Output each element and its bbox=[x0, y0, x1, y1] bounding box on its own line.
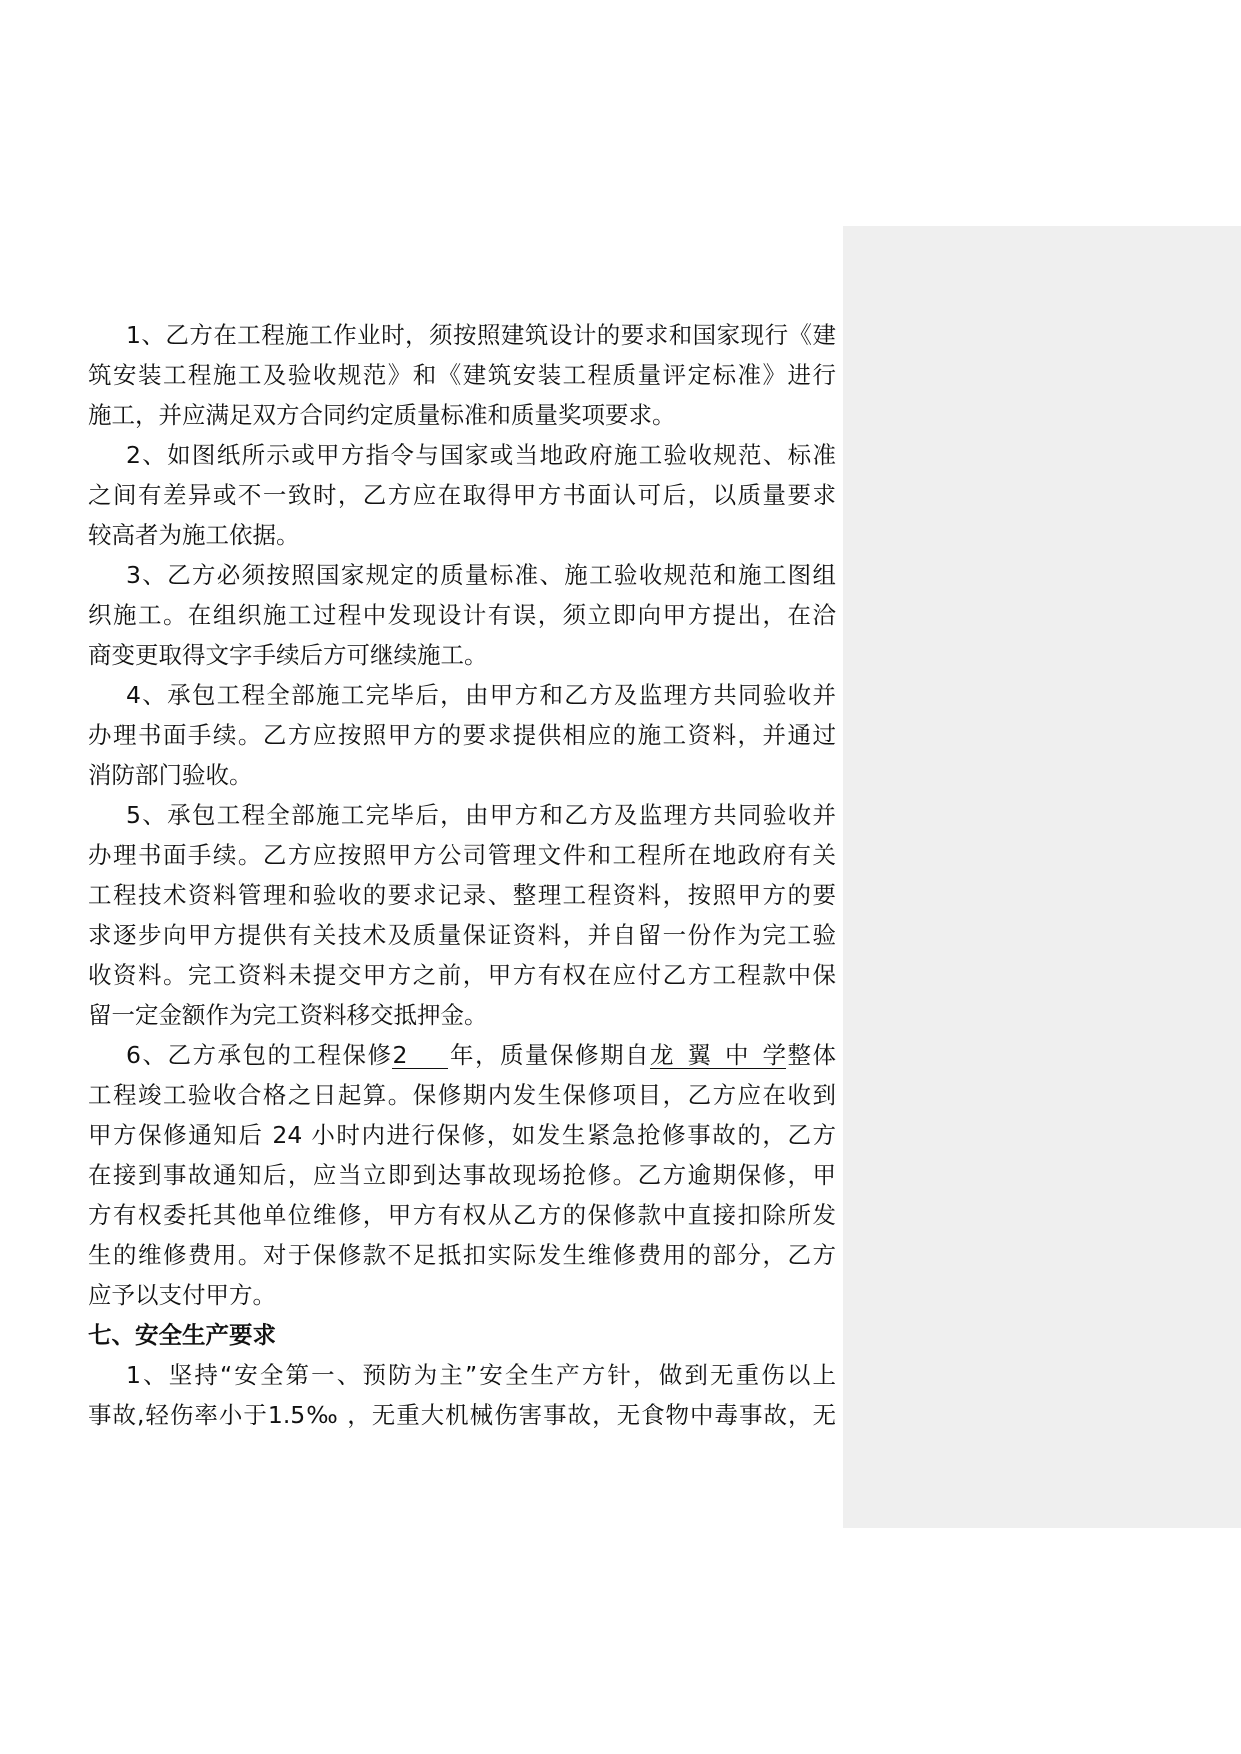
paragraph-5-line-2: 办理书面手续。乙方应按照甲方公司管理文件和工程所在地政府有关 bbox=[88, 841, 836, 869]
school-name-field: 龙翼中学 bbox=[650, 1041, 787, 1069]
comment-pane bbox=[843, 226, 1241, 1528]
paragraph-6-line-2: 工程竣工验收合格之日起算。保修期内发生保修项目，乙方应在收到 bbox=[88, 1081, 836, 1109]
paragraph-6-line-4: 在接到事故通知后，应当立即到达事故现场抢修。乙方逾期保修，甲 bbox=[88, 1161, 836, 1189]
paragraph-1-line-1: 1、乙方在工程施工作业时，须按照建筑设计的要求和国家现行《建 bbox=[126, 321, 836, 349]
section-heading: 七、安全生产要求 bbox=[88, 1321, 276, 1349]
paragraph-4-line-3: 消防部门验收。 bbox=[88, 761, 253, 789]
paragraph-2-line-1: 2、如图纸所示或甲方指令与国家或当地政府施工验收规范、标准 bbox=[126, 441, 836, 469]
safety-line-2: 事故,轻伤率小于1.5‰ ，无重大机械伤害事故，无食物中毒事故，无 bbox=[88, 1401, 836, 1429]
paragraph-3-line-1: 3、乙方必须按照国家规定的质量标准、施工验收规范和施工图组 bbox=[126, 561, 836, 589]
warranty-years-field: 2 bbox=[392, 1042, 448, 1069]
paragraph-6-line-1 bbox=[88, 1040, 836, 1070]
item6-prefix: 6、乙方承包的工程保修 bbox=[126, 1041, 393, 1069]
paragraph-1-line-2: 筑安装工程施工及验收规范》和《建筑安装工程质量评定标准》进行 bbox=[88, 361, 836, 389]
safety-line-1: 1、坚持“安全第一、预防为主”安全生产方针，做到无重伤以上 bbox=[126, 1361, 836, 1389]
paragraph-3-line-2: 织施工。在组织施工过程中发现设计有误，须立即向甲方提出，在洽 bbox=[88, 601, 836, 629]
paragraph-1-line-3: 施工，并应满足双方合同约定质量标准和质量奖项要求。 bbox=[88, 401, 676, 429]
item6-suffix: 整体 bbox=[786, 1041, 836, 1069]
paragraph-4-line-1: 4、承包工程全部施工完毕后，由甲方和乙方及监理方共同验收并 bbox=[126, 681, 836, 709]
paragraph-2-line-3: 较高者为施工依据。 bbox=[88, 521, 300, 549]
paragraph-5-line-1: 5、承包工程全部施工完毕后，由甲方和乙方及监理方共同验收并 bbox=[126, 801, 836, 829]
paragraph-2-line-2: 之间有差异或不一致时，乙方应在取得甲方书面认可后，以质量要求 bbox=[88, 481, 836, 509]
paragraph-5-line-4: 求逐步向甲方提供有关技术及质量保证资料，并自留一份作为完工验 bbox=[88, 921, 836, 949]
paragraph-5-line-3: 工程技术资料管理和验收的要求记录、整理工程资料，按照甲方的要 bbox=[88, 881, 836, 909]
paragraph-5-line-5: 收资料。完工资料未提交甲方之前，甲方有权在应付乙方工程款中保 bbox=[88, 961, 836, 989]
paragraph-6-line-7: 应予以支付甲方。 bbox=[88, 1281, 276, 1309]
paragraph-3-line-3: 商变更取得文字手续后方可继续施工。 bbox=[88, 641, 488, 669]
paragraph-4-line-2: 办理书面手续。乙方应按照甲方的要求提供相应的施工资料，并通过 bbox=[88, 721, 836, 749]
paragraph-6-line-3: 甲方保修通知后 24 小时内进行保修，如发生紧急抢修事故的，乙方 bbox=[88, 1121, 836, 1149]
paragraph-6-line-5: 方有权委托其他单位维修，甲方有权从乙方的保修款中直接扣除所发 bbox=[88, 1201, 836, 1229]
paragraph-6-line-6: 生的维修费用。对于保修款不足抵扣实际发生维修费用的部分，乙方 bbox=[88, 1241, 836, 1269]
paragraph-5-line-6: 留一定金额作为完工资料移交抵押金。 bbox=[88, 1001, 488, 1029]
item6-mid: 年，质量保修期自 bbox=[448, 1041, 651, 1069]
